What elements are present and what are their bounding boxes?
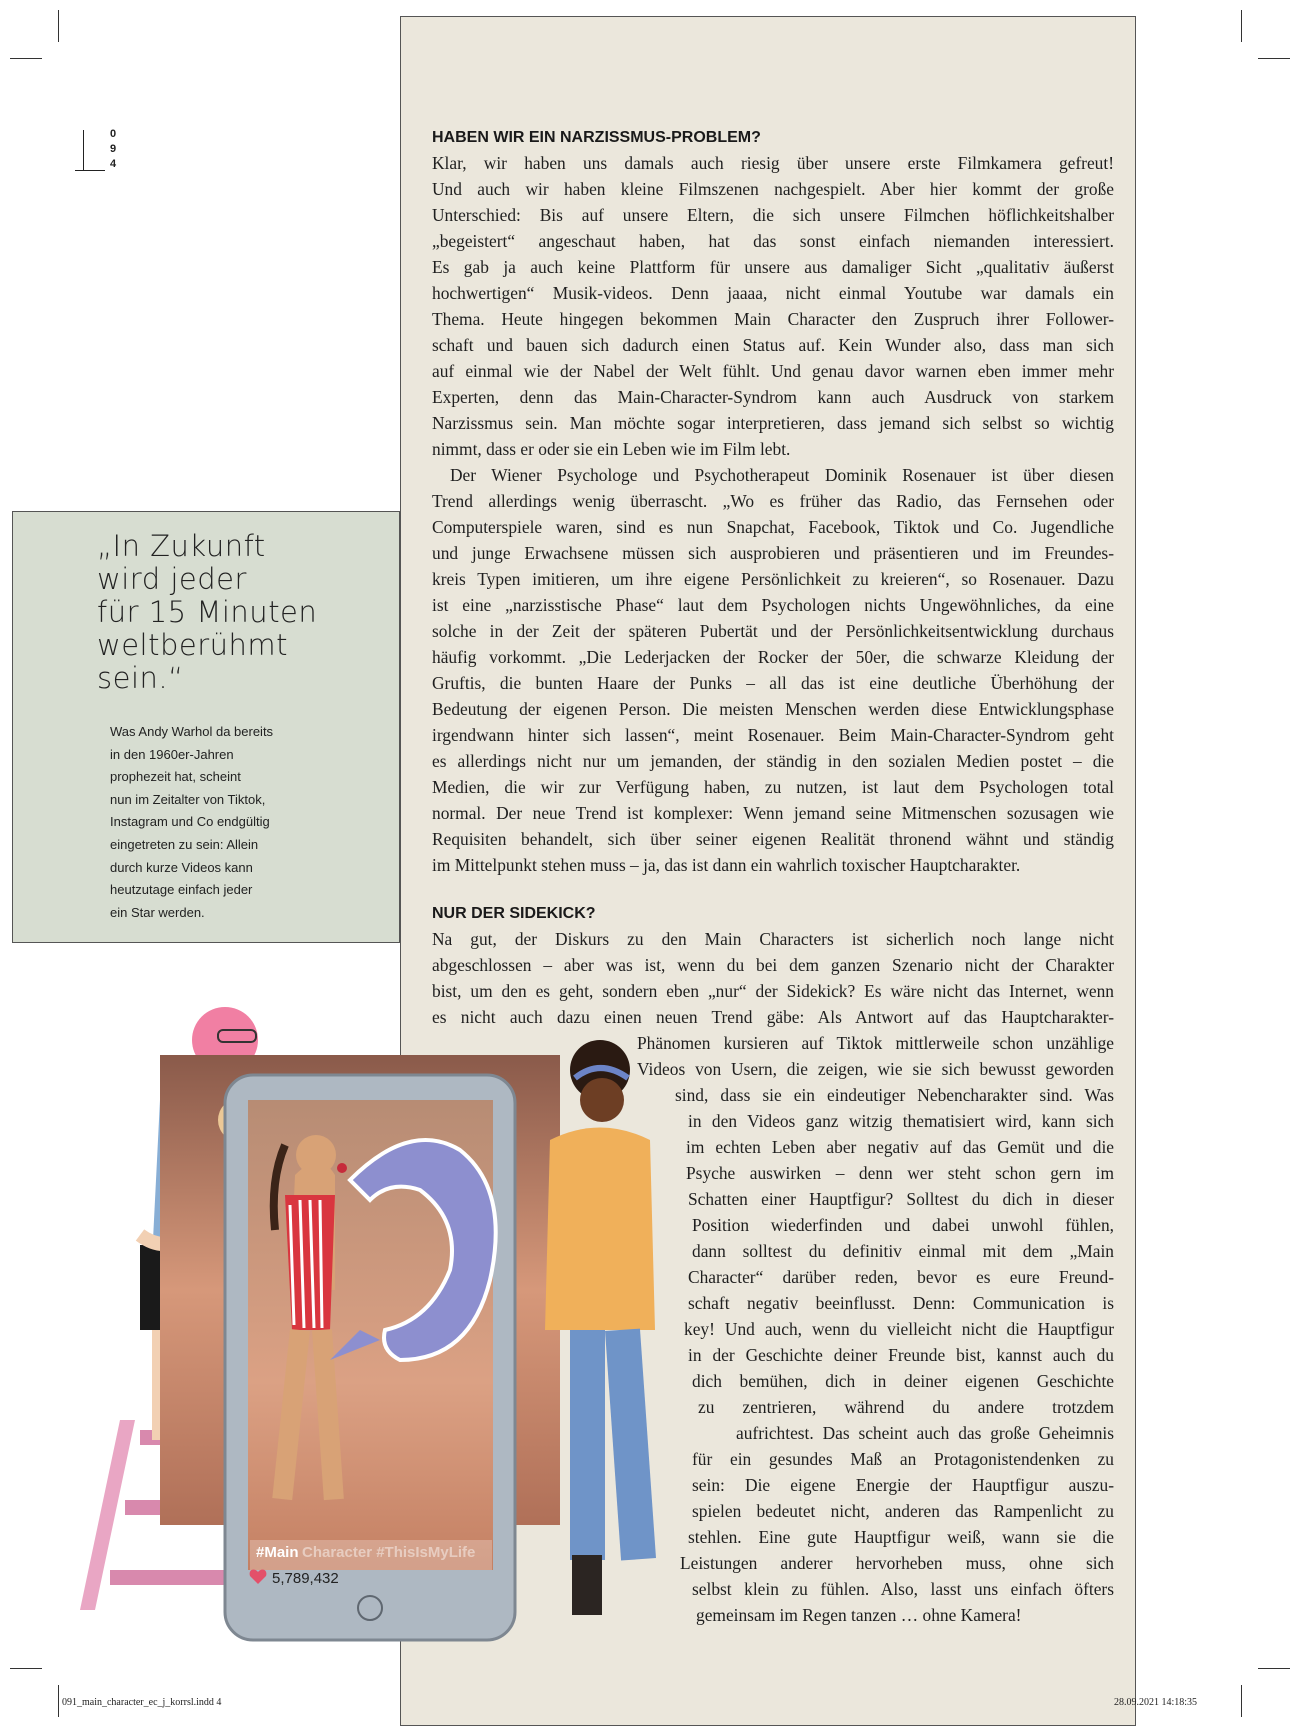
text-line: Klar, wir haben uns damals auch riesig über unsere erste Filmkamera gefreut! xyxy=(432,153,1114,173)
section-body-narzissmus xyxy=(432,150,1114,878)
text-line: Narzissmus sein. Man möchte sogar interpretieren, dass jemand sich selbst so wichtig xyxy=(432,413,1114,433)
text-line: Requisiten behandelt, sich über seiner eigenen Realität thronend wähnt und ständig xyxy=(432,829,1114,849)
text-line: solche in der Zeit der späteren Pubertät und der Persönlichkeitsentwicklung durchaus xyxy=(432,621,1114,641)
text-line: „begeistert“ angeschaut haben, hat das sonst einfach niemanden interessiert. xyxy=(432,231,1114,251)
text-line: key! Und auch, wenn du vielleicht nicht die Hauptfigur xyxy=(684,1319,1114,1339)
text-line: es allerdings nicht nur um jemanden, der ständig in den sozialen Medien postet – die xyxy=(432,751,1114,771)
text-line: spielen bedeutet nicht, anderen das Rampenlicht zu xyxy=(692,1501,1114,1521)
text-line: dann solltest du definitiv einmal mit dem „Main xyxy=(692,1241,1114,1261)
post-hashtag-faded: Character #ThisIsMyLife xyxy=(302,1544,476,1561)
footer-date: 28.09.2021 14:18:35 xyxy=(1114,1697,1198,1708)
text-line: schaft und bauen sich dadurch einen Status auf. Kein Wunder also, dass man sich xyxy=(432,335,1114,355)
text-line: kreis Typen imitieren, um ihre eigene Persönlichkeit zu kreieren“, so Rosenauer. Dazu xyxy=(432,569,1114,589)
text-line: Es gab ja auch keine Plattform für unsere aus damaliger Sicht „qualitativ äußerst xyxy=(432,257,1114,277)
crop-mark xyxy=(58,10,59,42)
text-line: Phänomen kursieren auf Tiktok mittlerweile schon unzählige xyxy=(637,1033,1114,1053)
text-line: Position wiederfinden und dabei unwohl fühlen, xyxy=(692,1215,1114,1235)
text-line: bist, um den es geht, sondern eben „nur“ der Sidekick? Es wäre nicht das Internet, wenn xyxy=(432,981,1114,1001)
post-hashtag: #Main xyxy=(256,1544,299,1561)
text-line: selbst klein zu fühlen. Also, lasst uns einfach öfters xyxy=(692,1579,1114,1599)
crop-mark xyxy=(1258,1668,1290,1669)
text-line: auf einmal wie der Nabel der Welt fühlt. Und genau davor warnen eben immer mehr xyxy=(432,361,1114,381)
text-line: ist eine „narzisstische Phase“ laut dem Psychologen nichts Ungewöhnliches, da eine xyxy=(432,595,1114,615)
text-line: gemeinsam im Regen tanzen … ohne Kamera! xyxy=(696,1605,1022,1625)
text-line: Unterschied: Bis auf unsere Eltern, die sich unsere Filmchen höflichkeitshalber xyxy=(432,205,1114,225)
crop-mark xyxy=(1241,1685,1242,1717)
crop-mark xyxy=(58,1685,59,1717)
footer-file-name: 091_main_character_ec_j_korrsl.indd 4 xyxy=(62,1697,222,1708)
text-line: es nicht auch dazu einen neuen Trend gäbe: Als Antwort auf das Hauptcharakter- xyxy=(432,1007,1114,1027)
text-line: normal. Der neue Trend ist komplexer: Wenn jemand seine Mitmenschen sozusagen wie xyxy=(432,803,1114,823)
text-line: irgendwann hinter sich lassen“, meint Rosenauer. Beim Main-Character-Syndrom geht xyxy=(432,725,1114,745)
text-line: hochwertigen“ Musik-videos. Denn jaaaa, nicht einmal Youtube war damals ein xyxy=(432,283,1114,303)
text-line: Bedeutung der eigenen Person. Die meisten Menschen werden diese Entwicklungsphase xyxy=(432,699,1114,719)
text-line: sind, dass sie ein eindeutiger Nebencharakter sind. Was xyxy=(675,1085,1114,1105)
main-character-illustration xyxy=(80,1000,660,1650)
text-line: Character“ darüber reden, bevor es eure Freund- xyxy=(688,1267,1114,1287)
text-line: aufrichtest. Das scheint auch das große Geheimnis xyxy=(736,1423,1114,1443)
pull-quote: „In Zukunft wird jeder für 15 Minuten weltberühmt sein.“ xyxy=(97,529,318,695)
text-line: Medien, die wir zur Verfügung haben, zu nutzen, ist laut dem Psychologen total xyxy=(432,777,1114,797)
post-like-count: 5,789,432 xyxy=(272,1570,339,1587)
text-line: Leistungen anderer hervorheben muss, ohne sich xyxy=(680,1553,1114,1573)
section-heading-sidekick: NUR DER SIDEKICK? xyxy=(432,905,596,922)
text-line: Computerspiele waren, sind es nun Snapchat, Facebook, Tiktok und Co. Jugendliche xyxy=(432,517,1114,537)
page-number-bracket xyxy=(83,130,84,170)
text-line: dich bemühen, dich in deiner eigenen Geschichte xyxy=(692,1371,1114,1391)
crop-mark xyxy=(10,1668,42,1669)
text-line: Thema. Heute hingegen bekommen Main Character den Zuspruch ihrer Follower- xyxy=(432,309,1114,329)
text-line: Gruftis, die bunten Haare der Punks – all das ist eine deutliche Überhöhung der xyxy=(432,673,1114,693)
girl-with-headband xyxy=(545,1040,656,1615)
text-line: Schatten einer Hauptfigur? Solltest du dich in dieser xyxy=(688,1189,1114,1209)
text-line: Videos von Usern, die zeigen, wie sie sich bewusst geworden xyxy=(637,1059,1114,1079)
text-line: Experten, denn das Main-Character-Syndrom kann auch Ausdruck von starkem xyxy=(432,387,1114,407)
text-line: sein: Die eigene Energie der Hauptfigur auszu- xyxy=(692,1475,1114,1495)
text-line: im Mittelpunkt stehen muss – ja, das ist dann ein wahrlich toxischer Hauptcharakter. xyxy=(432,855,1021,875)
text-line: in den Videos ganz witzig thematisiert wird, kann sich xyxy=(688,1111,1114,1131)
text-line: Trend allerdings wenig überrascht. „Wo es früher das Radio, das Fernsehen oder xyxy=(432,491,1114,511)
crop-mark xyxy=(1258,58,1290,59)
page-number: 0 9 4 xyxy=(110,128,117,170)
pull-quote-intro: Was Andy Warhol da bereits in den 1960er-Jahren prophezeit hat, scheint nun im Zeitalter von Tiktok, Instagram und Co endgültig eingetreten zu sein: Allein durch kurze Videos kann heutzutage einfach jeder ein Star werden. xyxy=(110,724,274,920)
text-line: Psyche auswirken – denn wer steht schon gern im xyxy=(686,1163,1114,1183)
text-line: abgeschlossen – aber was ist, wenn du bei dem ganzen Szenario nicht der Charakter xyxy=(432,955,1114,975)
text-line: stehlen. Eine gute Hauptfigur weiß, wann sie die xyxy=(688,1527,1114,1547)
text-line: in der Geschichte deiner Freunde bist, kannst auch du xyxy=(688,1345,1114,1365)
text-line: schaft negativ beeinflusst. Denn: Communication is xyxy=(688,1293,1114,1313)
text-line: nimmt, dass er oder sie ein Leben wie im Film lebt. xyxy=(432,439,791,459)
crop-mark xyxy=(10,58,42,59)
text-line: häufig vorkommt. „Die Lederjacken der Rocker der 50er, die schwarze Kleidung der xyxy=(432,647,1114,667)
page-number-bracket xyxy=(75,170,105,171)
text-line: Der Wiener Psychologe und Psychotherapeut Dominik Rosenauer ist über diesen xyxy=(450,465,1114,485)
text-line: und junge Erwachsene müssen sich ausprobieren und präsentieren und im Freundes- xyxy=(432,543,1114,563)
text-line: Und auch wir haben kleine Filmszenen nachgespielt. Aber hier kommt der große xyxy=(432,179,1114,199)
text-line: Na gut, der Diskurs zu den Main Characters ist sicherlich noch lange nicht xyxy=(432,929,1114,949)
text-line: zu zentrieren, während du andere trotzdem xyxy=(698,1397,1114,1417)
text-line: im echten Leben aber negativ auf das Gemüt und die xyxy=(686,1137,1114,1157)
section-heading-narzissmus: HABEN WIR EIN NARZISSMUS-PROBLEM? xyxy=(432,129,761,146)
crop-mark xyxy=(1241,10,1242,42)
text-line: für ein gesundes Maß an Protagonistendenken zu xyxy=(692,1449,1114,1469)
